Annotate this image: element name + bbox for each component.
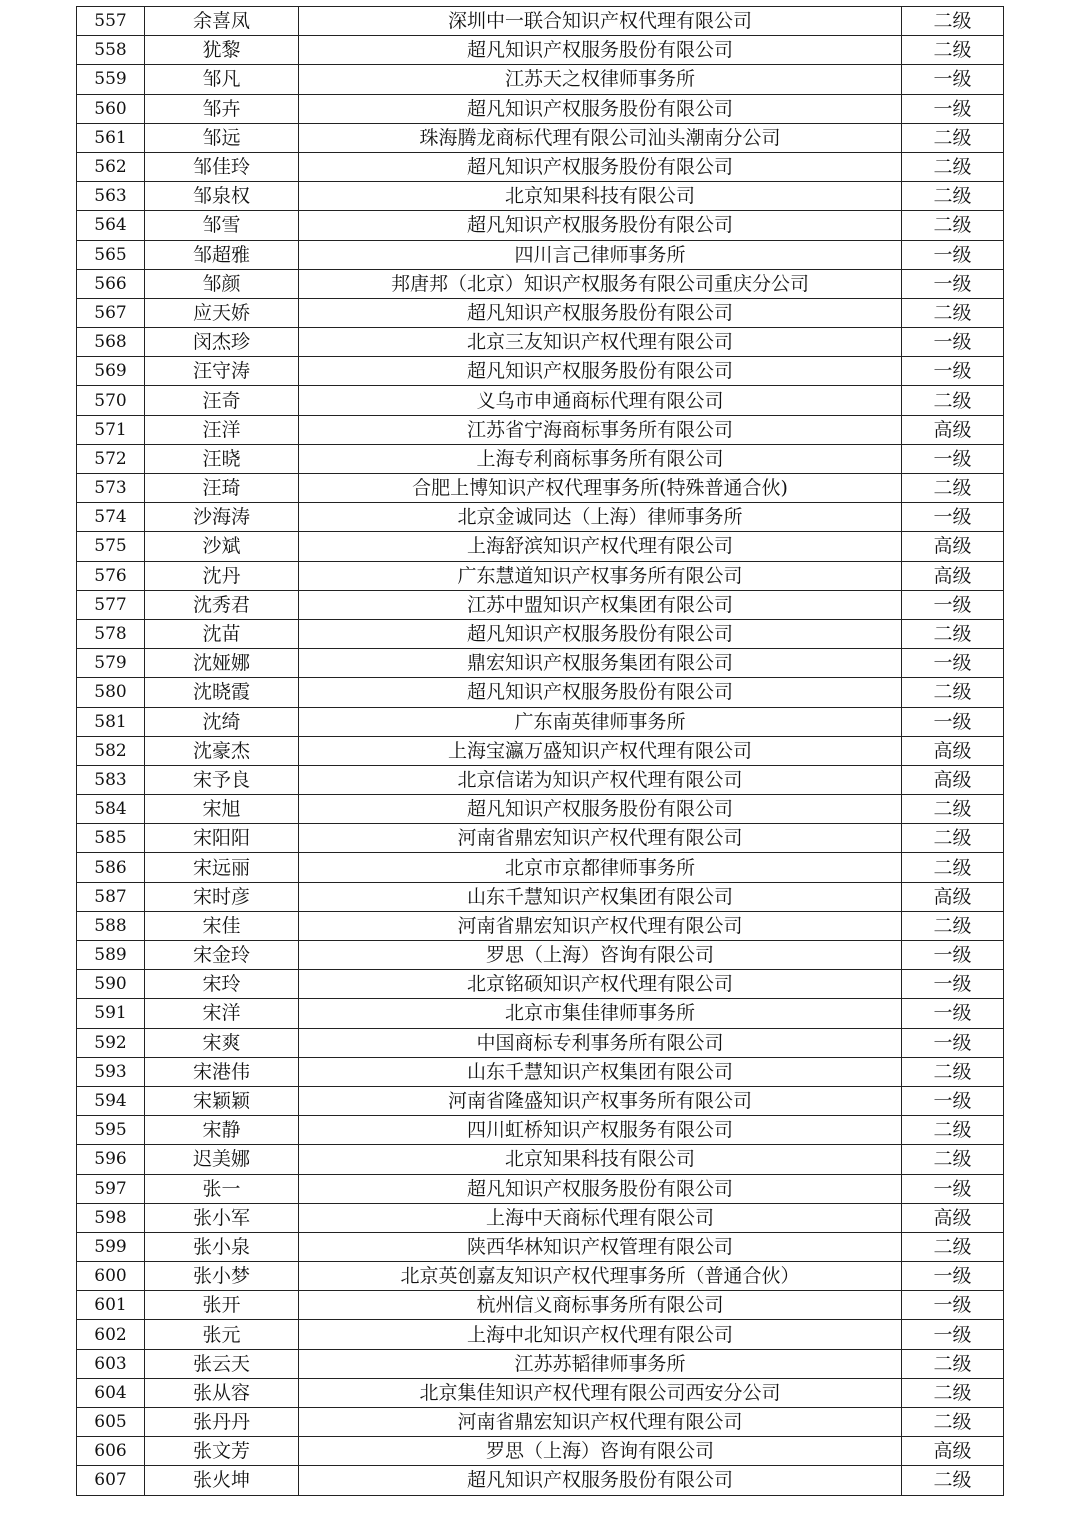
- table-row: [77, 386, 1004, 415]
- serial-number-cell: 605: [77, 1408, 145, 1437]
- person-name-cell: 沈苗: [145, 619, 299, 648]
- organization-cell: 上海舒滨知识产权代理有限公司: [299, 532, 902, 561]
- person-name-cell: 张火坤: [145, 1466, 299, 1495]
- organization-cell: 北京三友知识产权代理有限公司: [299, 328, 902, 357]
- serial-number-cell: 557: [77, 7, 145, 36]
- organization-cell: 超凡知识产权服务股份有限公司: [299, 678, 902, 707]
- table-row: [77, 1145, 1004, 1174]
- person-name-cell: 张文芳: [145, 1437, 299, 1466]
- serial-number-cell: 560: [77, 94, 145, 123]
- person-name-cell: 邹远: [145, 123, 299, 152]
- level-cell: 二级: [902, 619, 1004, 648]
- roster-table: [76, 6, 1004, 1496]
- table-row: [77, 1057, 1004, 1086]
- organization-cell: 北京知果科技有限公司: [299, 182, 902, 211]
- person-name-cell: 宋颖颖: [145, 1086, 299, 1115]
- level-cell: 高级: [902, 765, 1004, 794]
- person-name-cell: 张元: [145, 1320, 299, 1349]
- serial-number-cell: 603: [77, 1349, 145, 1378]
- person-name-cell: 宋港伟: [145, 1057, 299, 1086]
- serial-number-cell: 575: [77, 532, 145, 561]
- serial-number-cell: 571: [77, 415, 145, 444]
- table-row: [77, 503, 1004, 532]
- serial-number-cell: 598: [77, 1203, 145, 1232]
- person-name-cell: 汪守涛: [145, 357, 299, 386]
- level-cell: 一级: [902, 240, 1004, 269]
- serial-number-cell: 570: [77, 386, 145, 415]
- serial-number-cell: 561: [77, 123, 145, 152]
- table-row: [77, 590, 1004, 619]
- table-row: [77, 999, 1004, 1028]
- level-cell: 一级: [902, 357, 1004, 386]
- person-name-cell: 沙海涛: [145, 503, 299, 532]
- person-name-cell: 宋玲: [145, 970, 299, 999]
- person-name-cell: 张小军: [145, 1203, 299, 1232]
- table-row: [77, 1262, 1004, 1291]
- table-row: [77, 240, 1004, 269]
- table-row: [77, 941, 1004, 970]
- serial-number-cell: 578: [77, 619, 145, 648]
- serial-number-cell: 562: [77, 152, 145, 181]
- organization-cell: 山东千慧知识产权集团有限公司: [299, 1057, 902, 1086]
- organization-cell: 山东千慧知识产权集团有限公司: [299, 882, 902, 911]
- table-row: [77, 1408, 1004, 1437]
- serial-number-cell: 584: [77, 795, 145, 824]
- level-cell: 一级: [902, 1291, 1004, 1320]
- organization-cell: 超凡知识产权服务股份有限公司: [299, 795, 902, 824]
- person-name-cell: 余喜凤: [145, 7, 299, 36]
- table-row: [77, 7, 1004, 36]
- organization-cell: 合肥上博知识产权代理事务所(特殊普通合伙): [299, 474, 902, 503]
- serial-number-cell: 601: [77, 1291, 145, 1320]
- organization-cell: 北京市京都律师事务所: [299, 853, 902, 882]
- person-name-cell: 犹黎: [145, 36, 299, 65]
- organization-cell: 超凡知识产权服务股份有限公司: [299, 211, 902, 240]
- level-cell: 一级: [902, 328, 1004, 357]
- person-name-cell: 张丹丹: [145, 1408, 299, 1437]
- organization-cell: 上海中北知识产权代理有限公司: [299, 1320, 902, 1349]
- serial-number-cell: 573: [77, 474, 145, 503]
- person-name-cell: 汪奇: [145, 386, 299, 415]
- person-name-cell: 张小泉: [145, 1232, 299, 1261]
- table-row: [77, 911, 1004, 940]
- table-row: [77, 1349, 1004, 1378]
- level-cell: 高级: [902, 1203, 1004, 1232]
- organization-cell: 罗思（上海）咨询有限公司: [299, 1437, 902, 1466]
- organization-cell: 北京集佳知识产权代理有限公司西安分公司: [299, 1378, 902, 1407]
- table-row: [77, 474, 1004, 503]
- table-row: [77, 65, 1004, 94]
- person-name-cell: 邹颜: [145, 269, 299, 298]
- serial-number-cell: 604: [77, 1378, 145, 1407]
- serial-number-cell: 594: [77, 1086, 145, 1115]
- organization-cell: 杭州信义商标事务所有限公司: [299, 1291, 902, 1320]
- level-cell: 一级: [902, 1028, 1004, 1057]
- person-name-cell: 沈晓霞: [145, 678, 299, 707]
- serial-number-cell: 565: [77, 240, 145, 269]
- person-name-cell: 张开: [145, 1291, 299, 1320]
- level-cell: 二级: [902, 1116, 1004, 1145]
- level-cell: 二级: [902, 123, 1004, 152]
- organization-cell: 广东慧道知识产权事务所有限公司: [299, 561, 902, 590]
- organization-cell: 河南省鼎宏知识产权代理有限公司: [299, 1408, 902, 1437]
- person-name-cell: 沈娅娜: [145, 649, 299, 678]
- table-row: [77, 152, 1004, 181]
- level-cell: 二级: [902, 853, 1004, 882]
- level-cell: 一级: [902, 94, 1004, 123]
- level-cell: 二级: [902, 1057, 1004, 1086]
- organization-cell: 陕西华林知识产权管理有限公司: [299, 1232, 902, 1261]
- person-name-cell: 宋予良: [145, 765, 299, 794]
- organization-cell: 北京市集佳律师事务所: [299, 999, 902, 1028]
- serial-number-cell: 568: [77, 328, 145, 357]
- level-cell: 二级: [902, 36, 1004, 65]
- serial-number-cell: 582: [77, 736, 145, 765]
- table-row: [77, 736, 1004, 765]
- level-cell: 二级: [902, 1466, 1004, 1495]
- serial-number-cell: 569: [77, 357, 145, 386]
- organization-cell: 深圳中一联合知识产权代理有限公司: [299, 7, 902, 36]
- organization-cell: 河南省隆盛知识产权事务所有限公司: [299, 1086, 902, 1115]
- person-name-cell: 张小梦: [145, 1262, 299, 1291]
- organization-cell: 超凡知识产权服务股份有限公司: [299, 94, 902, 123]
- level-cell: 二级: [902, 298, 1004, 327]
- table-row: [77, 649, 1004, 678]
- table-row: [77, 1086, 1004, 1115]
- table-row: [77, 1291, 1004, 1320]
- level-cell: 二级: [902, 678, 1004, 707]
- level-cell: 一级: [902, 1086, 1004, 1115]
- serial-number-cell: 587: [77, 882, 145, 911]
- person-name-cell: 宋远丽: [145, 853, 299, 882]
- level-cell: 二级: [902, 1145, 1004, 1174]
- serial-number-cell: 583: [77, 765, 145, 794]
- serial-number-cell: 593: [77, 1057, 145, 1086]
- level-cell: 高级: [902, 561, 1004, 590]
- person-name-cell: 沈秀君: [145, 590, 299, 619]
- organization-cell: 超凡知识产权服务股份有限公司: [299, 1174, 902, 1203]
- organization-cell: 江苏省宁海商标事务所有限公司: [299, 415, 902, 444]
- level-cell: 二级: [902, 911, 1004, 940]
- person-name-cell: 宋金玲: [145, 941, 299, 970]
- table-row: [77, 1378, 1004, 1407]
- serial-number-cell: 597: [77, 1174, 145, 1203]
- table-row: [77, 707, 1004, 736]
- person-name-cell: 沙斌: [145, 532, 299, 561]
- organization-cell: 超凡知识产权服务股份有限公司: [299, 619, 902, 648]
- person-name-cell: 宋爽: [145, 1028, 299, 1057]
- organization-cell: 北京金诚同达（上海）律师事务所: [299, 503, 902, 532]
- serial-number-cell: 558: [77, 36, 145, 65]
- table-row: [77, 824, 1004, 853]
- person-name-cell: 沈丹: [145, 561, 299, 590]
- level-cell: 一级: [902, 269, 1004, 298]
- organization-cell: 上海宝瀛万盛知识产权代理有限公司: [299, 736, 902, 765]
- level-cell: 二级: [902, 1378, 1004, 1407]
- person-name-cell: 汪晓: [145, 444, 299, 473]
- level-cell: 二级: [902, 795, 1004, 824]
- table-row: [77, 795, 1004, 824]
- level-cell: 一级: [902, 503, 1004, 532]
- level-cell: 二级: [902, 211, 1004, 240]
- level-cell: 高级: [902, 532, 1004, 561]
- person-name-cell: 迟美娜: [145, 1145, 299, 1174]
- organization-cell: 邦唐邦（北京）知识产权服务有限公司重庆分公司: [299, 269, 902, 298]
- table-row: [77, 1203, 1004, 1232]
- table-row: [77, 1437, 1004, 1466]
- level-cell: 高级: [902, 882, 1004, 911]
- organization-cell: 超凡知识产权服务股份有限公司: [299, 36, 902, 65]
- serial-number-cell: 595: [77, 1116, 145, 1145]
- table-row: [77, 269, 1004, 298]
- table-row: [77, 1232, 1004, 1261]
- person-name-cell: 邹雪: [145, 211, 299, 240]
- person-name-cell: 宋静: [145, 1116, 299, 1145]
- table-row: [77, 36, 1004, 65]
- table-row: [77, 182, 1004, 211]
- organization-cell: 义乌市申通商标代理有限公司: [299, 386, 902, 415]
- level-cell: 二级: [902, 1408, 1004, 1437]
- serial-number-cell: 589: [77, 941, 145, 970]
- level-cell: 一级: [902, 707, 1004, 736]
- level-cell: 一级: [902, 1320, 1004, 1349]
- person-name-cell: 邹凡: [145, 65, 299, 94]
- level-cell: 二级: [902, 152, 1004, 181]
- organization-cell: 广东南英律师事务所: [299, 707, 902, 736]
- serial-number-cell: 600: [77, 1262, 145, 1291]
- table-row: [77, 561, 1004, 590]
- serial-number-cell: 590: [77, 970, 145, 999]
- organization-cell: 江苏天之权律师事务所: [299, 65, 902, 94]
- serial-number-cell: 588: [77, 911, 145, 940]
- organization-cell: 北京知果科技有限公司: [299, 1145, 902, 1174]
- organization-cell: 河南省鼎宏知识产权代理有限公司: [299, 824, 902, 853]
- table-row: [77, 1028, 1004, 1057]
- roster-table-body: [77, 7, 1004, 1496]
- table-row: [77, 882, 1004, 911]
- person-name-cell: 汪琦: [145, 474, 299, 503]
- table-row: [77, 357, 1004, 386]
- table-row: [77, 298, 1004, 327]
- serial-number-cell: 581: [77, 707, 145, 736]
- level-cell: 高级: [902, 415, 1004, 444]
- person-name-cell: 宋旭: [145, 795, 299, 824]
- serial-number-cell: 564: [77, 211, 145, 240]
- table-row: [77, 532, 1004, 561]
- level-cell: 一级: [902, 65, 1004, 94]
- level-cell: 一级: [902, 941, 1004, 970]
- level-cell: 二级: [902, 824, 1004, 853]
- organization-cell: 鼎宏知识产权服务集团有限公司: [299, 649, 902, 678]
- table-row: [77, 444, 1004, 473]
- table-row: [77, 1320, 1004, 1349]
- organization-cell: 四川虹桥知识产权服务有限公司: [299, 1116, 902, 1145]
- level-cell: 二级: [902, 7, 1004, 36]
- person-name-cell: 邹泉权: [145, 182, 299, 211]
- organization-cell: 超凡知识产权服务股份有限公司: [299, 357, 902, 386]
- organization-cell: 超凡知识产权服务股份有限公司: [299, 1466, 902, 1495]
- level-cell: 高级: [902, 736, 1004, 765]
- person-name-cell: 宋时彦: [145, 882, 299, 911]
- serial-number-cell: 559: [77, 65, 145, 94]
- level-cell: 一级: [902, 649, 1004, 678]
- serial-number-cell: 574: [77, 503, 145, 532]
- person-name-cell: 宋洋: [145, 999, 299, 1028]
- table-row: [77, 328, 1004, 357]
- person-name-cell: 宋阳阳: [145, 824, 299, 853]
- person-name-cell: 邹超雅: [145, 240, 299, 269]
- level-cell: 一级: [902, 444, 1004, 473]
- organization-cell: 超凡知识产权服务股份有限公司: [299, 152, 902, 181]
- serial-number-cell: 596: [77, 1145, 145, 1174]
- serial-number-cell: 602: [77, 1320, 145, 1349]
- table-row: [77, 94, 1004, 123]
- serial-number-cell: 579: [77, 649, 145, 678]
- organization-cell: 四川言己律师事务所: [299, 240, 902, 269]
- person-name-cell: 汪洋: [145, 415, 299, 444]
- serial-number-cell: 563: [77, 182, 145, 211]
- organization-cell: 珠海腾龙商标代理有限公司汕头潮南分公司: [299, 123, 902, 152]
- level-cell: 二级: [902, 474, 1004, 503]
- serial-number-cell: 591: [77, 999, 145, 1028]
- level-cell: 高级: [902, 1437, 1004, 1466]
- serial-number-cell: 576: [77, 561, 145, 590]
- serial-number-cell: 567: [77, 298, 145, 327]
- table-row: [77, 1466, 1004, 1495]
- person-name-cell: 张云天: [145, 1349, 299, 1378]
- serial-number-cell: 599: [77, 1232, 145, 1261]
- level-cell: 二级: [902, 1232, 1004, 1261]
- person-name-cell: 应天娇: [145, 298, 299, 327]
- person-name-cell: 邹佳玲: [145, 152, 299, 181]
- organization-cell: 超凡知识产权服务股份有限公司: [299, 298, 902, 327]
- organization-cell: 中国商标专利事务所有限公司: [299, 1028, 902, 1057]
- serial-number-cell: 566: [77, 269, 145, 298]
- serial-number-cell: 606: [77, 1437, 145, 1466]
- person-name-cell: 张一: [145, 1174, 299, 1203]
- serial-number-cell: 585: [77, 824, 145, 853]
- level-cell: 一级: [902, 999, 1004, 1028]
- person-name-cell: 闵杰珍: [145, 328, 299, 357]
- table-row: [77, 970, 1004, 999]
- person-name-cell: 邹卉: [145, 94, 299, 123]
- person-name-cell: 张从容: [145, 1378, 299, 1407]
- level-cell: 二级: [902, 182, 1004, 211]
- organization-cell: 北京铭硕知识产权代理有限公司: [299, 970, 902, 999]
- level-cell: 二级: [902, 1349, 1004, 1378]
- level-cell: 一级: [902, 970, 1004, 999]
- table-row: [77, 123, 1004, 152]
- level-cell: 二级: [902, 386, 1004, 415]
- organization-cell: 江苏苏韬律师事务所: [299, 1349, 902, 1378]
- table-row: [77, 678, 1004, 707]
- organization-cell: 北京英创嘉友知识产权代理事务所（普通合伙）: [299, 1262, 902, 1291]
- level-cell: 一级: [902, 590, 1004, 619]
- organization-cell: 江苏中盟知识产权集团有限公司: [299, 590, 902, 619]
- organization-cell: 上海专利商标事务所有限公司: [299, 444, 902, 473]
- table-row: [77, 765, 1004, 794]
- level-cell: 一级: [902, 1262, 1004, 1291]
- table-row: [77, 211, 1004, 240]
- table-row: [77, 415, 1004, 444]
- level-cell: 一级: [902, 1174, 1004, 1203]
- serial-number-cell: 592: [77, 1028, 145, 1057]
- serial-number-cell: 607: [77, 1466, 145, 1495]
- person-name-cell: 沈绮: [145, 707, 299, 736]
- serial-number-cell: 572: [77, 444, 145, 473]
- serial-number-cell: 577: [77, 590, 145, 619]
- organization-cell: 上海中天商标代理有限公司: [299, 1203, 902, 1232]
- serial-number-cell: 586: [77, 853, 145, 882]
- organization-cell: 河南省鼎宏知识产权代理有限公司: [299, 911, 902, 940]
- table-row: [77, 1116, 1004, 1145]
- organization-cell: 罗思（上海）咨询有限公司: [299, 941, 902, 970]
- table-row: [77, 619, 1004, 648]
- person-name-cell: 沈豪杰: [145, 736, 299, 765]
- table-row: [77, 1174, 1004, 1203]
- table-row: [77, 853, 1004, 882]
- serial-number-cell: 580: [77, 678, 145, 707]
- person-name-cell: 宋佳: [145, 911, 299, 940]
- organization-cell: 北京信诺为知识产权代理有限公司: [299, 765, 902, 794]
